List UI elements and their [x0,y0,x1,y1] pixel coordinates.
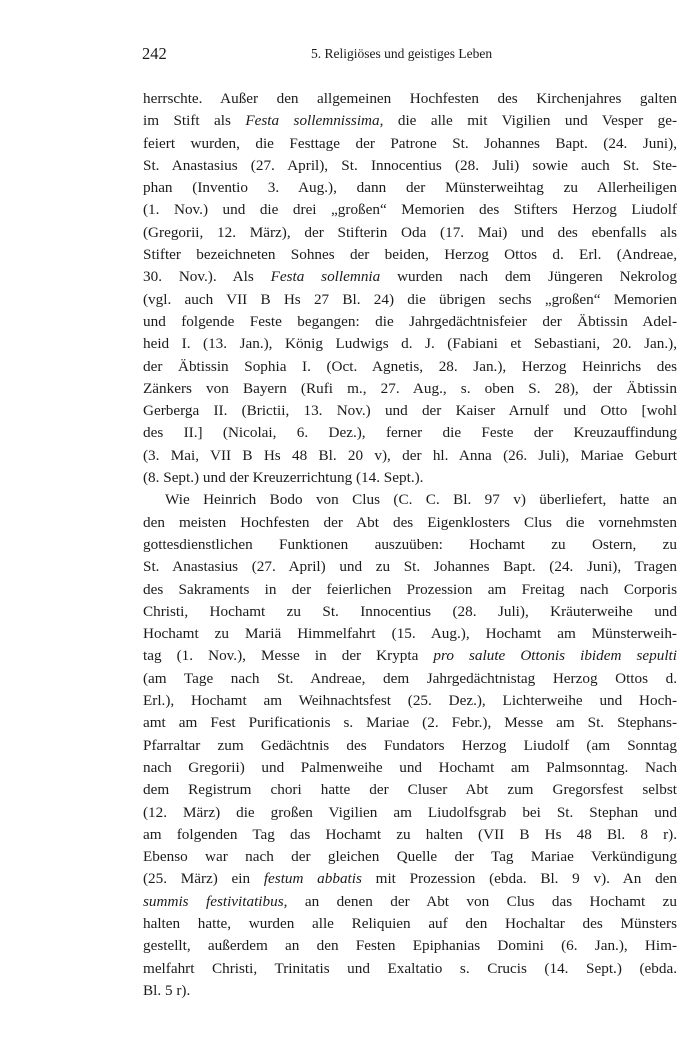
text-line: (vgl. auch VII B Hs 27 Bl. 24) die übrigen sechs „großen“ Memorien [143,290,677,308]
running-head: 5. Religiöses und geistiges Leben [311,46,493,61]
text-line: tag (1. Nov.), Messe in der Krypta pro salute Ottonis ibidem sepulti [143,647,677,665]
page-number: 242 [142,44,167,63]
text-line: Bl. 5 r). [143,981,191,999]
text-line: nach Gregorii) und Palmenweihe und Hochamt am Palmsonntag. Nach [143,758,677,776]
text-line: dem Registrum chori hatte der Cluser Abt zum Gregorsfest selbst [143,781,677,799]
text-line: Christi, Hochamt zu St. Innocentius (28. Juli), Kräuterweihe und [143,602,677,620]
text-line: (3. Mai, VII B Hs 48 Bl. 20 v), der hl. Anna (26. Juli), Mariae Geburt [143,446,677,464]
text-line: St. Anastasius (27. April), St. Innocentius (28. Juli) sowie auch St. Ste- [143,156,677,174]
text-line: St. Anastasius (27. April) und zu St. Johannes Bapt. (24. Juni), Tragen [143,558,677,576]
text-line: Stifter bezeichneten Sohnes der beiden, Herzog Ottos d. Erl. (Andreae, [143,246,677,264]
text-line: gottesdienstlichen Funktionen auszuüben: Hochamt zu Ostern, zu [143,535,677,553]
text-line: Zänkers von Bayern (Rufi m., 27. Aug., s. oben S. 28), der Äbtissin [143,379,677,397]
text-line: (am Tage nach St. Andreae, dem Jahrgedächtnistag Herzog Ottos d. [143,669,677,687]
text-line: heid I. (13. Jan.), König Ludwigs d. J. (Fabiani et Sebastiani, 20. Jan.), [143,335,677,353]
italic-phrase: festum abbatis [263,870,362,888]
text-line: summis festivitatibus, an denen der Abt von Clus das Hochamt zu [143,892,677,910]
text-line: Ebenso war nach der gleichen Quelle der Tag Mariae Verkündigung [143,848,677,866]
text-line: des Sakraments in der feierlichen Prozession am Freitag nach Corporis [143,580,677,598]
text-line: feiert wurden, die Festtage der Patrone St. Johannes Bapt. (24. Juni), [143,134,677,152]
italic-phrase: pro salute Ottonis ibidem sepulti [433,647,677,665]
text-line: Erl.), Hochamt am Weihnachtsfest (25. Dez.), Lichterweihe und Hoch- [143,692,677,710]
text-line: melfahrt Christi, Trinitatis und Exaltatio s. Crucis (14. Sept.) (ebda. [143,959,677,977]
text-line: amt am Fest Purificationis s. Mariae (2. Febr.), Messe am St. Stephans- [143,714,677,732]
text-line: und folgende Feste begangen: die Jahrgedächtnisfeier der Äbtissin Adel- [143,312,677,330]
text-line: halten hatte, wurden alle Reliquien auf den Hochaltar des Münsters [143,914,677,932]
text-line: des II.] (Nicolai, 6. Dez.), ferner die Feste der Kreuzauffindung [143,424,677,442]
text-line: (Gregorii, 12. März), der Stifterin Oda (17. Mai) und des ebenfalls als [143,223,677,241]
text-line: (8. Sept.) und der Kreuzerrichtung (14. Sept.). [143,469,424,487]
text-line: am folgenden Tag das Hochamt zu halten (VII B Hs 48 Bl. 8 r). [143,825,677,843]
text-line: (25. März) ein festum abbatis mit Prozession (ebda. Bl. 9 v). An den [143,870,677,888]
text-line: Wie Heinrich Bodo von Clus (C. C. Bl. 97 v) überliefert, hatte an [165,491,677,509]
italic-phrase: Festa sollemnissima [245,112,380,130]
paragraph-2 [143,489,677,1002]
text-line: der Äbtissin Sophia I. (Oct. Agnetis, 28. Jan.), Herzog Heinrichs des [143,357,677,375]
text-line: Pfarraltar zum Gedächtnis des Fundators Herzog Liudolf (am Sonntag [143,736,677,754]
text-line: herrschte. Außer den allgemeinen Hochfesten des Kirchenjahres galten [143,90,677,107]
text-line: (12. März) die großen Vigilien am Liudolfsgrab bei St. Stephan und [143,803,677,821]
paragraph-1 [143,88,677,489]
text-line: im Stift als Festa sollemnissima, die alle mit Vigilien und Vesper ge- [143,112,677,130]
text-line: gestellt, außerdem an den Festen Epiphanias Domini (6. Jan.), Him- [143,937,677,955]
text-line: (1. Nov.) und die drei „großen“ Memorien des Stifters Herzog Liudolf [143,201,677,219]
italic-phrase: summis festivitatibus [143,892,284,910]
text-line: phan (Inventio 3. Aug.), dann der Münsterweihtag zu Allerheiligen [143,179,677,197]
body-text [143,88,677,1002]
text-line: Gerberga II. (Brictii, 13. Nov.) und der Kaiser Arnulf und Otto [wohl [143,402,677,420]
text-line: den meisten Hochfesten der Abt des Eigenklosters Clus die vornehmsten [143,513,677,531]
text-line: 30. Nov.). Als Festa sollemnia wurden nach dem Jüngeren Nekrolog [143,268,677,286]
text-line: Hochamt zu Mariä Himmelfahrt (15. Aug.), Hochamt am Münsterweih- [143,625,677,643]
italic-phrase: Festa sollemnia [270,268,381,286]
